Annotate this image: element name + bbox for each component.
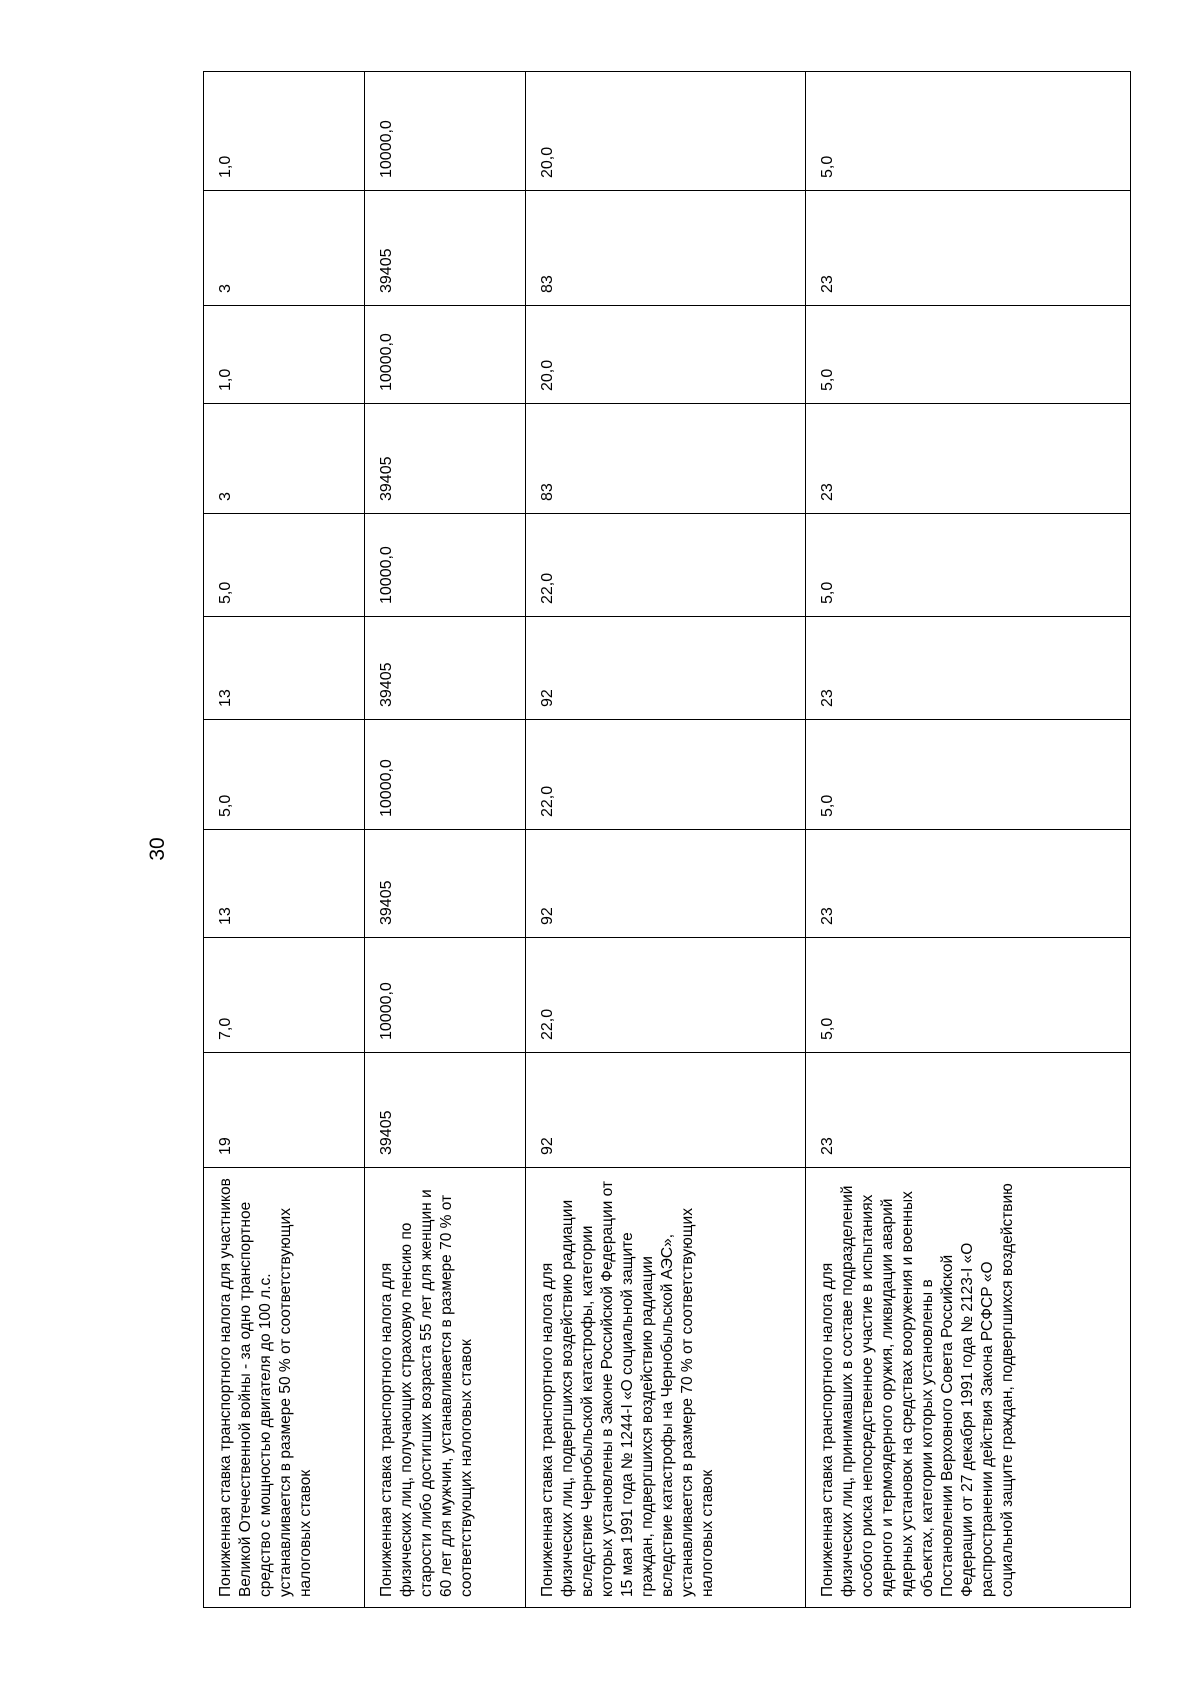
row-description: Пониженная ставка транспортного налога для физических лиц, принимавших в составе подразделений особого риска непосредственное участие в испытаниях ядерного и термоядерного оружия, ликвидации аварий ядерных установок на средствах вооружения и военных объектах, категории которых установлены в Постановлении Верховного Совета Российской Федерации от 27 декабря 1991 года № 2123-I «О распространении действия Закона РСФСР «О социальной защите граждан, подвергшихся воздействию xyxy=(806,1168,1131,1608)
table-cell: 5,0 xyxy=(806,720,1131,830)
table-row xyxy=(204,72,365,1608)
table-cell: 5,0 xyxy=(806,514,1131,617)
table-cell: 39405 xyxy=(365,1053,526,1168)
table-cell: 5,0 xyxy=(806,938,1131,1053)
table-cell: 22,0 xyxy=(526,720,806,830)
table-cell: 39405 xyxy=(365,617,526,720)
table-cell: 23 xyxy=(806,830,1131,938)
page-number: 30 xyxy=(146,837,169,861)
table-row xyxy=(806,72,1131,1608)
row-description: Пониженная ставка транспортного налога для физических лиц, подвергшихся воздействию радиации вследствие Чернобыльской катастрофы, категории которых установлены в Законе Российской Федерации от 15 мая 1991 года № 1244-I «О социальной защите граждан, подвергшихся воздействию радиации вследствие катастрофы на Чернобыльской АЭС», устанавливается в размере 70 % от соответствующих налоговых ставок xyxy=(526,1168,806,1608)
table-cell: 5,0 xyxy=(204,720,365,830)
table-cell: 22,0 xyxy=(526,938,806,1053)
table-cell: 5,0 xyxy=(806,72,1131,191)
table-cell: 10000,0 xyxy=(365,938,526,1053)
table-cell: 7,0 xyxy=(204,938,365,1053)
table-cell: 23 xyxy=(806,191,1131,306)
row-description: Пониженная ставка транспортного налога для физических лиц, получающих страховую пенсию по старости либо достигших возраста 55 лет для женщин и 60 лет для мужчин, устанавливается в размере 70 % от соответствующих налоговых ставок xyxy=(365,1168,526,1608)
table-cell: 10000,0 xyxy=(365,306,526,404)
table-cell: 22,0 xyxy=(526,514,806,617)
table-cell: 5,0 xyxy=(204,514,365,617)
table-cell: 92 xyxy=(526,1053,806,1168)
table-cell: 39405 xyxy=(365,404,526,514)
table-cell: 5,0 xyxy=(806,306,1131,404)
table-cell: 92 xyxy=(526,617,806,720)
table-cell: 92 xyxy=(526,830,806,938)
table-cell: 13 xyxy=(204,830,365,938)
table-cell: 10000,0 xyxy=(365,72,526,191)
table-cell: 13 xyxy=(204,617,365,720)
table-cell: 10000,0 xyxy=(365,514,526,617)
table-cell: 23 xyxy=(806,617,1131,720)
row-description: Пониженная ставка транспортного налога для участников Великой Отечественной войны - за одно транспортное средство с мощностью двигателя до 100 л.с. устанавливается в размере 50 % от соответствующих налоговых ставок xyxy=(204,1168,365,1608)
table-cell: 3 xyxy=(204,404,365,514)
table-cell: 83 xyxy=(526,404,806,514)
table-cell: 20,0 xyxy=(526,306,806,404)
table-cell: 20,0 xyxy=(526,72,806,191)
table-cell: 19 xyxy=(204,1053,365,1168)
table-cell: 39405 xyxy=(365,191,526,306)
table-cell: 39405 xyxy=(365,830,526,938)
table-cell: 1,0 xyxy=(204,72,365,191)
table-cell: 3 xyxy=(204,191,365,306)
table-row xyxy=(526,72,806,1608)
table-cell: 23 xyxy=(806,404,1131,514)
tax-rate-table xyxy=(203,71,1131,1608)
rotated-table-frame xyxy=(203,72,1130,1608)
table-cell: 23 xyxy=(806,1053,1131,1168)
table-cell: 10000,0 xyxy=(365,720,526,830)
table-cell: 83 xyxy=(526,191,806,306)
table-cell: 1,0 xyxy=(204,306,365,404)
rotated-table-container xyxy=(203,72,1130,1608)
table-row xyxy=(365,72,526,1608)
